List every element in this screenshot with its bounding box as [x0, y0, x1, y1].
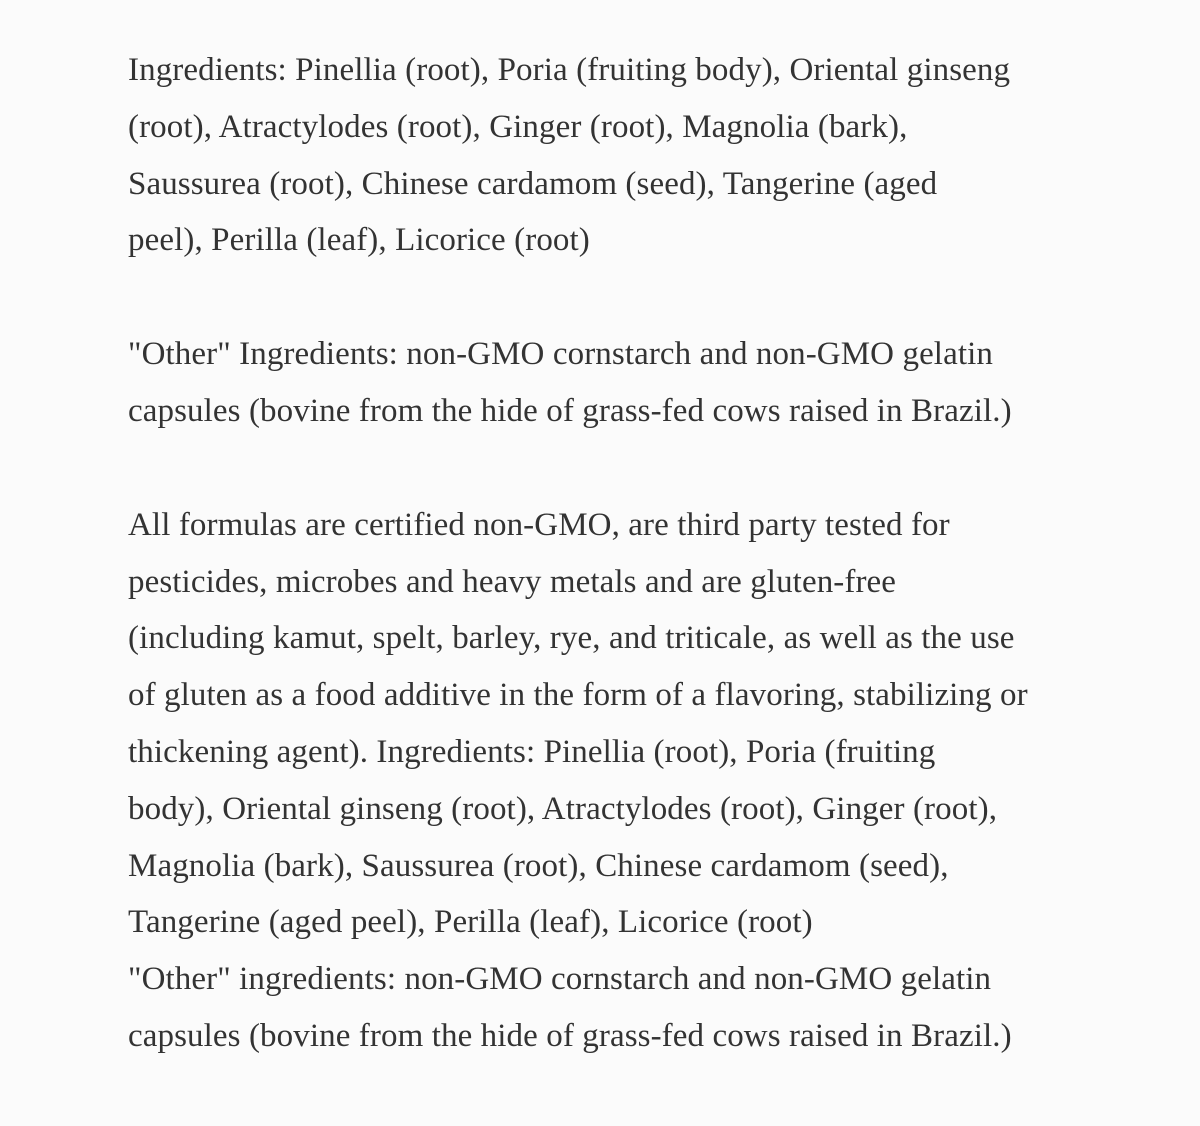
text-line: Saussurea (root), Chinese cardamom (seed), Tangerine (aged	[128, 165, 938, 202]
text-line: capsules (bovine from the hide of grass-fed cows raised in Brazil.)	[128, 392, 1012, 429]
text-line: peel), Perilla (leaf), Licorice (root)	[128, 222, 590, 259]
text-line: Magnolia (bark), Saussurea (root), Chinese cardamom (seed),	[128, 847, 949, 884]
text-line: All formulas are certified non-GMO, are third party tested for	[128, 506, 950, 543]
text-line: thickening agent). Ingredients: Pinellia (root), Poria (fruiting	[128, 733, 936, 770]
other-ingredients-paragraph	[128, 326, 1148, 440]
text-line: pesticides, microbes and heavy metals and are gluten-free	[128, 563, 897, 600]
document-body	[128, 42, 1148, 1065]
text-line: (including kamut, spelt, barley, rye, and triticale, as well as the use	[128, 620, 1015, 657]
paragraph-spacer	[128, 440, 1148, 497]
text-line: capsules (bovine from the hide of grass-fed cows raised in Brazil.)	[128, 1017, 1012, 1054]
text-line: body), Oriental ginseng (root), Atractylodes (root), Ginger (root),	[128, 790, 998, 827]
text-line: Ingredients: Pinellia (root), Poria (fruiting body), Oriental ginseng	[128, 52, 1011, 88]
text-line: "Other" ingredients: non-GMO cornstarch and non-GMO gelatin	[128, 961, 992, 998]
text-line: "Other" Ingredients: non-GMO cornstarch and non-GMO gelatin	[128, 336, 993, 373]
text-line: of gluten as a food additive in the form of a flavoring, stabilizing or	[128, 677, 1028, 714]
text-line: Tangerine (aged peel), Perilla (leaf), Licorice (root)	[128, 904, 813, 941]
ingredients-paragraph	[128, 42, 1148, 269]
text-line: (root), Atractylodes (root), Ginger (root), Magnolia (bark),	[128, 108, 908, 145]
paragraph-spacer	[128, 269, 1148, 326]
certification-paragraph	[128, 497, 1148, 1065]
